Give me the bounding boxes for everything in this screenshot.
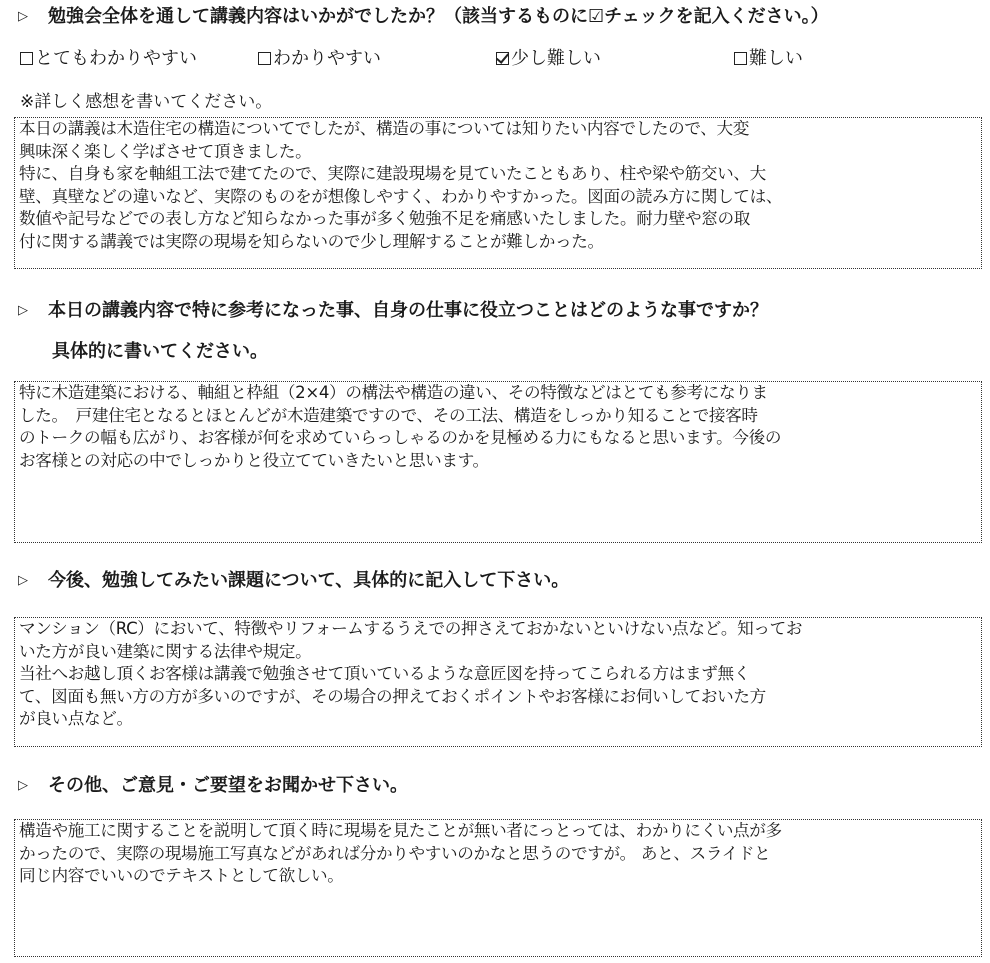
answer-line: 同じ内容でいいのでテキストとして欲しい。 bbox=[19, 866, 344, 885]
checkbox-difficult[interactable] bbox=[734, 52, 747, 65]
answer-line: 構造や施工に関することを説明して頂く時に現場を見たことが無い者にっとっては、わかりにくい点が多 bbox=[19, 821, 782, 840]
answer-line: 特に木造建築における、軸組と枠組（2×4）の構法や構造の違い、その特徴などはとても参考になりま bbox=[19, 383, 768, 402]
q1-answer-box[interactable] bbox=[14, 117, 982, 269]
answer-line: いた方が良い建築に関する法律や規定。 bbox=[19, 641, 312, 661]
answer-line: が良い点など。 bbox=[19, 709, 133, 728]
question-1-text: 勉強会全体を通して講義内容はいかがでしたか？（該当するものに☑チェックを記入ください。） bbox=[48, 6, 829, 27]
q2-answer-box[interactable] bbox=[14, 381, 982, 543]
answer-line: 本日の講義は木造住宅の構造についてでしたが、構造の事については知りたい内容でしたので、大変 bbox=[19, 119, 749, 138]
checkbox-slightly-difficult[interactable] bbox=[496, 52, 509, 65]
answer-line: した。 戸建住宅となるとほとんどが木造建築ですので、その工法、構造をしっかり知ることで接客時 bbox=[19, 405, 758, 425]
question-4-title bbox=[18, 775, 408, 797]
answer-line: のトークの幅も広がり、お客様が何を求めていらっしゃるのかを見極める力にもなると思います。今後の bbox=[19, 428, 782, 447]
option-very-easy-label: とてもわかりやすい bbox=[35, 48, 197, 69]
question-2-title bbox=[18, 300, 768, 322]
answer-line: 付に関する講義では実際の現場を知らないので少し理解することが難しかった。 bbox=[19, 231, 604, 251]
question-3-text: 今後、勉強してみたい課題について、具体的に記入して下さい。 bbox=[48, 570, 570, 591]
triangle-marker-icon: ▷ bbox=[18, 303, 28, 318]
q1-instruction-note: ※詳しく感想を書いてください。 bbox=[20, 92, 273, 112]
answer-line: 興味深く楽しく学ばさせて頂きました。 bbox=[19, 141, 312, 161]
option-difficult[interactable] bbox=[734, 48, 803, 70]
q4-answer-box[interactable] bbox=[14, 819, 982, 957]
option-difficult-label: 難しい bbox=[749, 48, 803, 69]
option-easy-label: わかりやすい bbox=[273, 48, 381, 69]
answer-line: て、図面も無い方の方が多いのですが、その場合の押えておくポイントやお客様にお伺いしておいた方 bbox=[19, 686, 766, 706]
answer-line: 壁、真壁などの違いなど、実際のものをが想像しやすく、わかりやすかった。図面の読み方に関しては、 bbox=[19, 186, 783, 206]
option-easy[interactable] bbox=[258, 48, 381, 70]
answer-line: お客様との対応の中でしっかりと役立てていきたいと思います。 bbox=[19, 450, 489, 470]
triangle-marker-icon: ▷ bbox=[18, 778, 28, 793]
triangle-marker-icon: ▷ bbox=[18, 573, 28, 588]
answer-line: 特に、自身も家を軸組工法で建てたので、実際に建設現場を見ていたこともあり、柱や梁や筋交い、大 bbox=[19, 164, 766, 183]
q3-answer-box[interactable] bbox=[14, 617, 982, 747]
answer-line: マンション（RC）において、特徴やリフォームするうえでの押さえておかないといけない点など。知ってお bbox=[19, 619, 803, 638]
answer-line: かったので、実際の現場施工写真などがあれば分かりやすいのかなと思うのですが。 あと、スライドと bbox=[19, 843, 771, 863]
option-slightly-difficult[interactable] bbox=[496, 48, 601, 70]
question-2-subtitle: 具体的に書いてください。 bbox=[52, 341, 268, 362]
question-2-text: 本日の講義内容で特に参考になった事、自身の仕事に役立つことはどのような事ですか？ bbox=[48, 300, 768, 321]
option-slightly-difficult-label: 少し難しい bbox=[511, 48, 601, 69]
checkbox-easy[interactable] bbox=[258, 52, 271, 65]
answer-line: 数値や記号などでの表し方など知らなかった事が多く勉強不足を痛感いたしました。耐力壁や窓の取 bbox=[19, 209, 750, 228]
question-3-title bbox=[18, 570, 569, 592]
option-very-easy[interactable] bbox=[20, 48, 197, 70]
question-1-title bbox=[18, 6, 829, 28]
question-4-text: その他、ご意見・ご要望をお聞かせ下さい。 bbox=[48, 775, 408, 796]
checkbox-very-easy[interactable] bbox=[20, 52, 33, 65]
triangle-marker-icon: ▷ bbox=[18, 9, 28, 24]
answer-line: 当社へお越し頂くお客様は講義で勉強させて頂いているような意匠図を持ってこられる方はまず無く bbox=[19, 664, 750, 683]
